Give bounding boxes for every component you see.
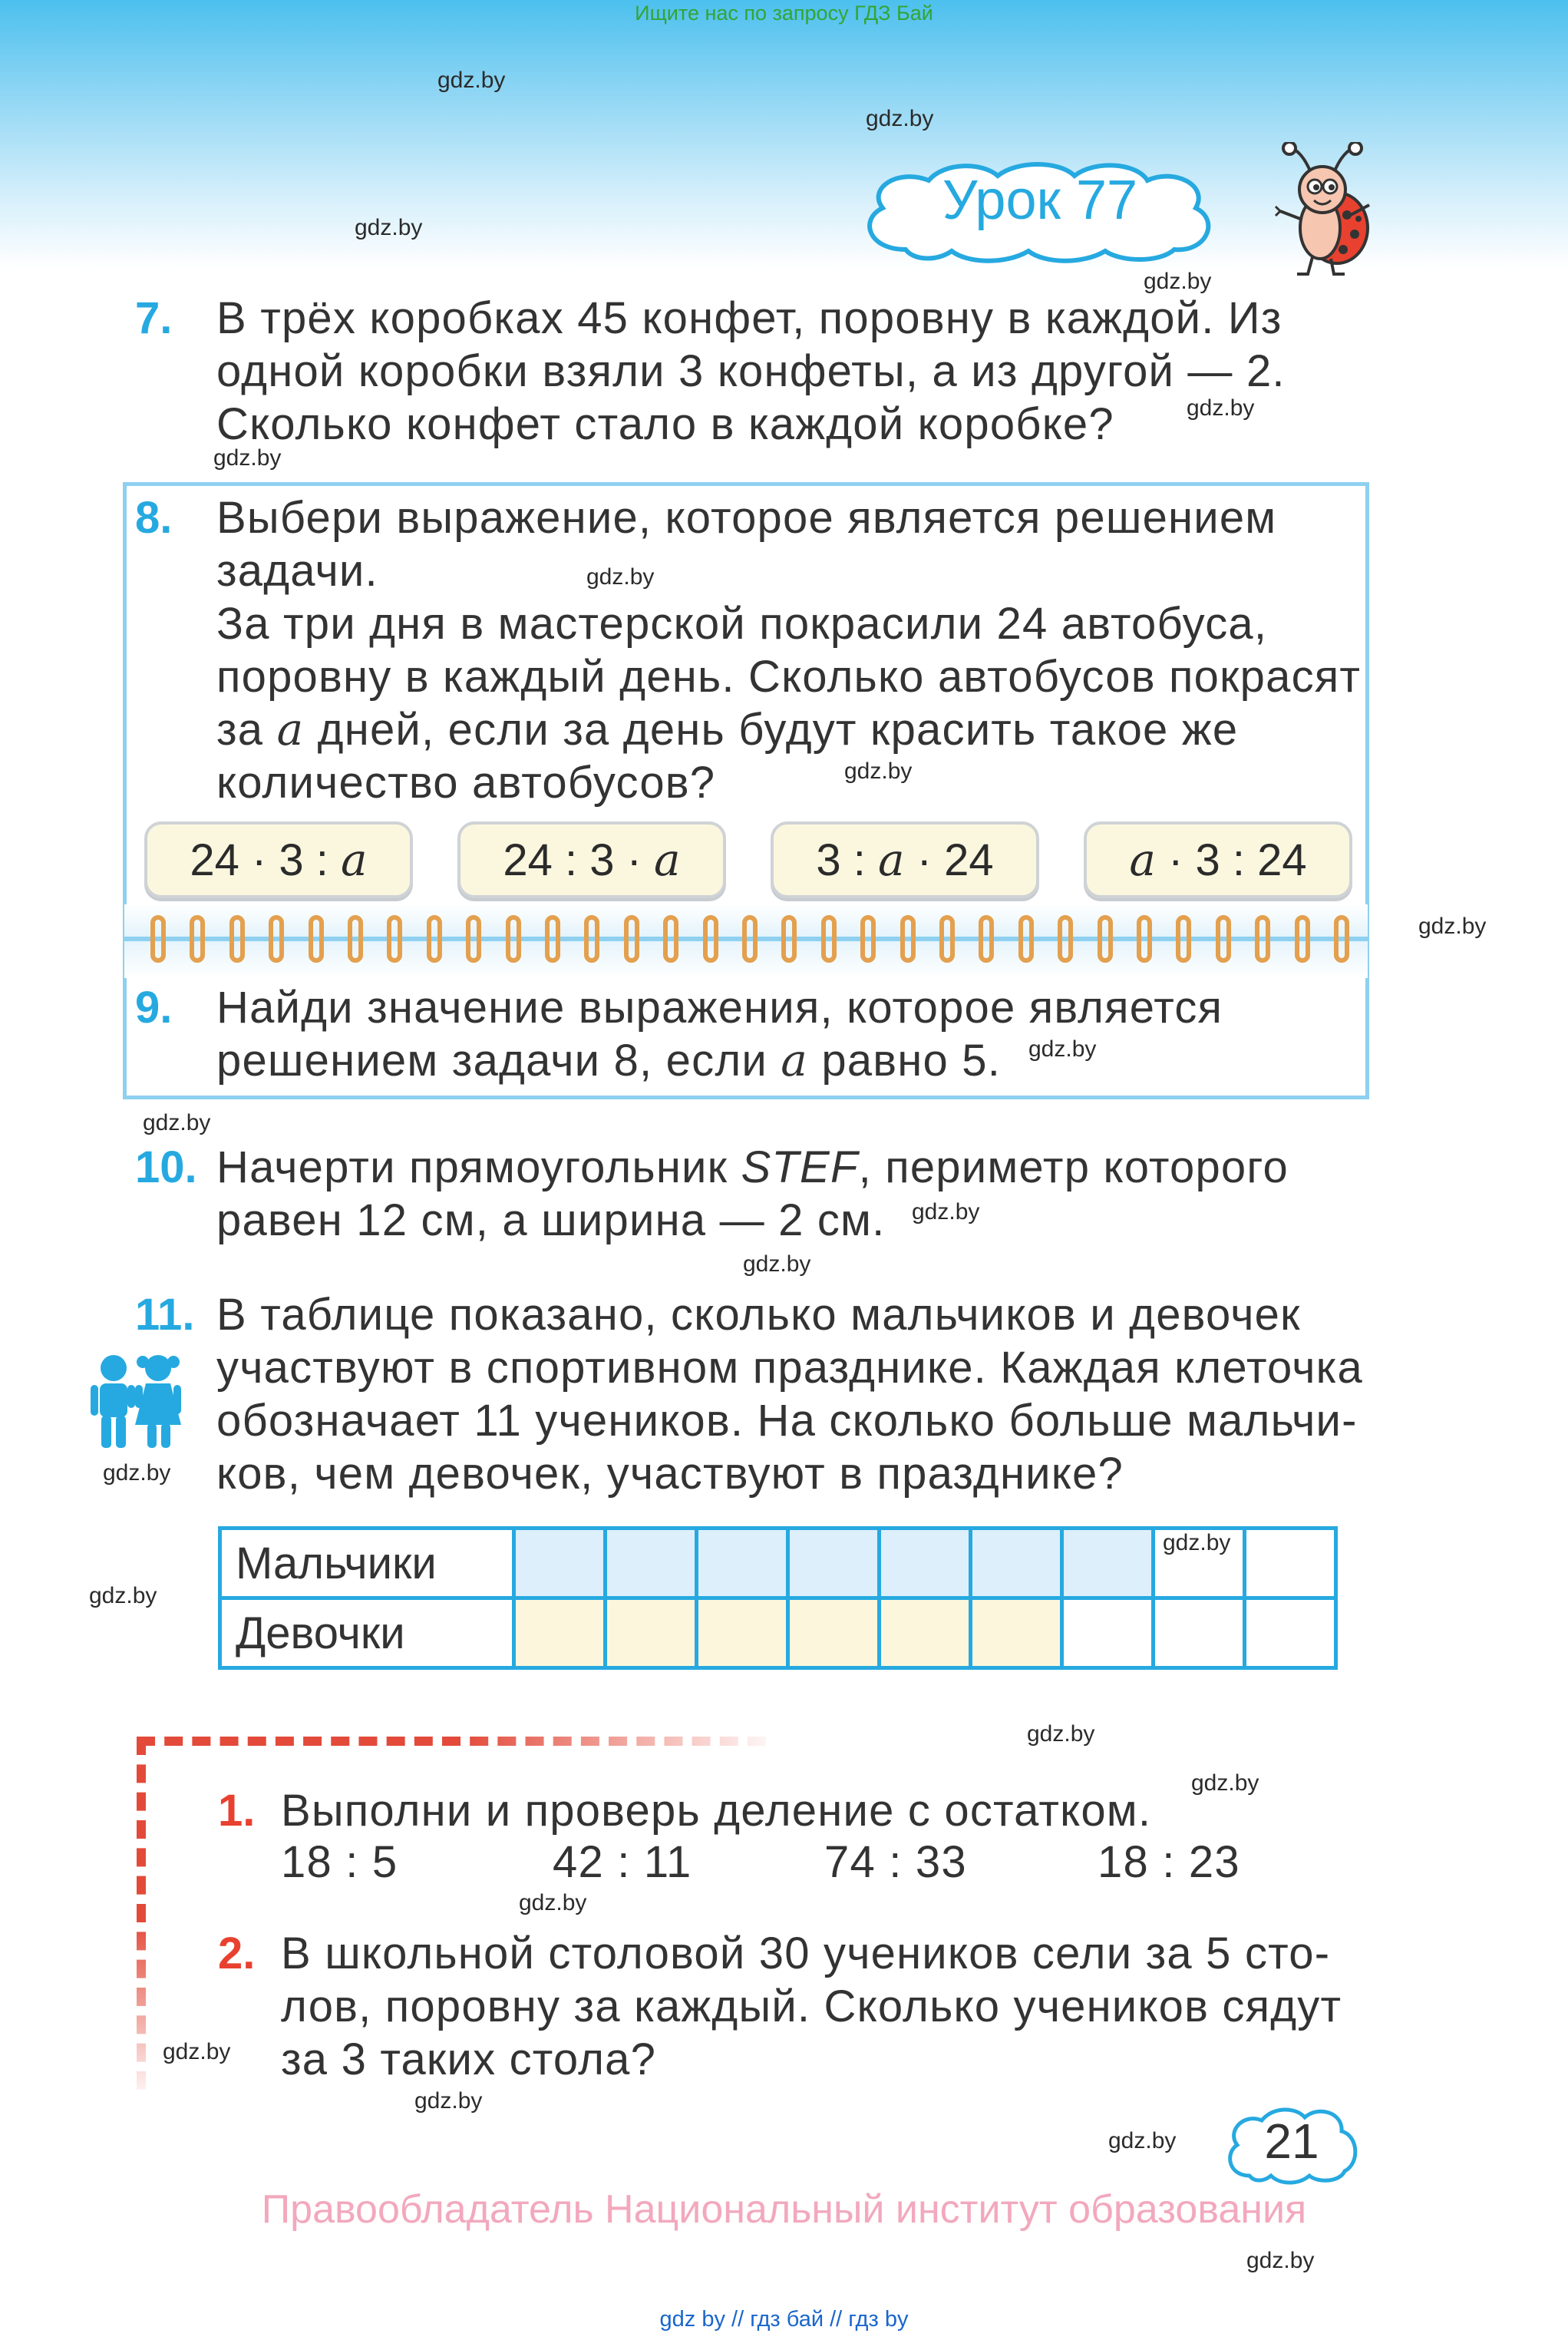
choice-option-3[interactable] xyxy=(771,821,1039,898)
watermark: gdz.by xyxy=(1246,2248,1315,2273)
extra-2-line: лов, поровну за каждый. Сколько учеников сядут xyxy=(281,1981,1342,2031)
spiral-ring xyxy=(269,915,284,963)
task-11-line: обозначает 11 учеников. На сколько больше мальчи- xyxy=(216,1396,1358,1446)
spiral-ring xyxy=(150,915,166,963)
table-cell xyxy=(606,1598,697,1668)
watermark: gdz.by xyxy=(866,106,934,131)
spiral-ring xyxy=(1018,915,1034,963)
watermark: gdz.by xyxy=(1144,269,1212,294)
frame-fade xyxy=(130,1919,153,2104)
task-8-line: Выбери выражение, которое является решением xyxy=(216,493,1277,543)
table-row xyxy=(220,1598,1336,1668)
choice-text: 24 : 3 · xyxy=(503,835,655,885)
spiral-ring xyxy=(584,915,599,963)
spiral-ring xyxy=(1295,915,1310,963)
row-label-boys: Мальчики xyxy=(220,1529,514,1598)
task-8-line: количество автобусов? xyxy=(216,758,716,808)
text-part: за xyxy=(216,705,277,755)
table-cell xyxy=(788,1598,880,1668)
table-cell xyxy=(514,1529,606,1598)
task-7-number: 7. xyxy=(135,293,173,343)
spiral-ring xyxy=(229,915,245,963)
spiral-ring xyxy=(624,915,639,963)
task-8-line: поровну в каждый день. Сколько автобусов покрасят xyxy=(216,652,1362,702)
choice-text: · 3 : 24 xyxy=(1155,835,1307,885)
spiral-ring xyxy=(1176,915,1191,963)
table-cell xyxy=(1154,1598,1245,1668)
watermark: gdz.by xyxy=(1027,1721,1095,1747)
table-row xyxy=(220,1529,1336,1598)
spiral-ring xyxy=(1137,915,1152,963)
row-label-girls: Девочки xyxy=(220,1598,514,1668)
spiral-ring xyxy=(900,915,916,963)
variable-a: a xyxy=(341,834,368,886)
variable-a: a xyxy=(276,703,305,755)
watermark: gdz.by xyxy=(743,1251,811,1277)
table-cell xyxy=(880,1529,971,1598)
task-7-line: Сколько конфет стало в каждой коробке? xyxy=(216,399,1114,449)
watermark: gdz.by xyxy=(355,215,423,240)
variable-a: a xyxy=(1129,834,1156,886)
spiral-ring xyxy=(1058,915,1073,963)
choice-text: 3 : xyxy=(816,835,878,885)
variable-a: a xyxy=(654,834,681,886)
text-part: Начерти прямоугольник xyxy=(216,1142,741,1192)
spiral-ring xyxy=(387,915,402,963)
spiral-ring xyxy=(1098,915,1113,963)
table-cell xyxy=(697,1529,788,1598)
table-cell xyxy=(697,1598,788,1668)
table-cell xyxy=(1245,1529,1336,1598)
task-9-number: 9. xyxy=(135,983,173,1033)
table-cell xyxy=(1062,1598,1154,1668)
lesson-title: Урок 77 xyxy=(942,170,1138,231)
spiral-binding xyxy=(124,904,1368,978)
choice-option-2[interactable] xyxy=(457,821,726,898)
extra-2-line: В школьной столовой 30 учеников сели за 5 сто- xyxy=(281,1929,1331,1978)
watermark: gdz.by xyxy=(844,759,913,784)
task-11-number: 11. xyxy=(135,1290,195,1340)
text-part: решением задачи 8, если xyxy=(216,1036,781,1086)
spiral-ring xyxy=(860,915,876,963)
table-cell xyxy=(971,1598,1062,1668)
watermark: gdz.by xyxy=(437,68,506,93)
copyright-owner: Правообладатель Национальный институт образования xyxy=(261,2187,1307,2232)
extra-1-number: 1. xyxy=(218,1786,256,1836)
extra-1-expression: 74 : 33 xyxy=(824,1837,967,1887)
spiral-ring xyxy=(703,915,718,963)
choice-text: · 24 xyxy=(904,835,994,885)
task-8-line: За три дня в мастерской покрасили 24 автобуса, xyxy=(216,599,1268,649)
extra-1-line: Выполни и проверь деление с остатком. xyxy=(281,1786,1152,1836)
spiral-ring xyxy=(939,915,955,963)
spiral-ring xyxy=(1216,915,1231,963)
spiral-ring xyxy=(309,915,324,963)
task-10-number: 10. xyxy=(135,1142,197,1192)
task-8-line xyxy=(216,703,1238,756)
task-7-line: одной коробки взяли 3 конфеты, а из другой — 2. xyxy=(216,346,1286,396)
watermark: gdz.by xyxy=(1028,1036,1097,1062)
table-cell xyxy=(514,1598,606,1668)
spiral-ring xyxy=(821,915,837,963)
spiral-ring xyxy=(545,915,560,963)
table-cell xyxy=(1245,1598,1336,1668)
task-10-line: равен 12 см, а ширина — 2 см. xyxy=(216,1195,886,1245)
spiral-ring xyxy=(663,915,678,963)
table-cell xyxy=(606,1529,697,1598)
table-cell xyxy=(1154,1529,1245,1598)
frame-fade xyxy=(460,1731,783,1754)
watermark: gdz.by xyxy=(1108,2128,1177,2153)
bottom-links[interactable]: gdz by // гдз бай // гдз by xyxy=(659,2307,909,2332)
spiral-ring xyxy=(979,915,994,963)
extra-1-expression: 18 : 5 xyxy=(281,1837,398,1887)
watermark: gdz.by xyxy=(586,564,655,590)
watermark: gdz.by xyxy=(1163,1530,1231,1555)
task-7-line: В трёх коробках 45 конфет, поровну в каждой. Из xyxy=(216,293,1282,343)
task-10-line xyxy=(216,1141,1289,1194)
table-cell xyxy=(1062,1529,1154,1598)
watermark: gdz.by xyxy=(1187,395,1255,421)
spiral-ring xyxy=(781,915,797,963)
watermark: gdz.by xyxy=(912,1199,980,1225)
task-9-line xyxy=(216,1034,1001,1087)
watermark: gdz.by xyxy=(89,1583,157,1608)
task-8-number: 8. xyxy=(135,493,173,543)
extra-2-number: 2. xyxy=(218,1929,256,1978)
extra-1-expression: 42 : 11 xyxy=(553,1837,692,1887)
rectangle-name: STEF xyxy=(741,1142,859,1192)
children-icon xyxy=(84,1351,188,1451)
watermark: gdz.by xyxy=(213,445,282,471)
choice-option-4[interactable] xyxy=(1084,821,1352,898)
extra-2-line: за 3 таких стола? xyxy=(281,2034,657,2084)
spiral-ring xyxy=(506,915,521,963)
variable-a: a xyxy=(781,1034,809,1086)
task-11-line: В таблице показано, сколько мальчиков и девочек xyxy=(216,1290,1301,1340)
page-number: 21 xyxy=(1264,2114,1319,2169)
spiral-ring xyxy=(427,915,442,963)
ladybug-icon xyxy=(1274,142,1374,280)
table-cell xyxy=(788,1529,880,1598)
watermark: gdz.by xyxy=(1191,1770,1259,1796)
choice-text: 24 · 3 : xyxy=(190,835,342,885)
choice-option-1[interactable] xyxy=(144,821,413,898)
top-note[interactable]: Ищите нас по запросу ГДЗ Бай xyxy=(635,2,933,25)
watermark: gdz.by xyxy=(103,1460,171,1486)
watermark: gdz.by xyxy=(1418,914,1487,939)
text-part: дней, если за день будут красить такое же xyxy=(304,705,1239,755)
students-table xyxy=(218,1526,1338,1670)
spiral-ring xyxy=(1255,915,1270,963)
watermark: gdz.by xyxy=(519,1890,587,1915)
task-9-line: Найди значение выражения, которое является xyxy=(216,983,1223,1033)
text-part: , периметр которого xyxy=(858,1142,1289,1192)
task-11-line: участвуют в спортивном празднике. Каждая клеточка xyxy=(216,1343,1363,1393)
spiral-ring xyxy=(466,915,481,963)
watermark: gdz.by xyxy=(163,2039,231,2064)
extra-1-expression: 18 : 23 xyxy=(1098,1837,1240,1887)
spiral-ring xyxy=(348,915,363,963)
watermark: gdz.by xyxy=(143,1110,211,1135)
task-11-line: ков, чем девочек, участвуют в празднике? xyxy=(216,1449,1124,1499)
spiral-ring xyxy=(1334,915,1349,963)
table-cell xyxy=(880,1598,971,1668)
spiral-ring xyxy=(190,915,205,963)
watermark: gdz.by xyxy=(414,2088,483,2114)
spiral-ring xyxy=(742,915,758,963)
variable-a: a xyxy=(877,834,905,886)
text-part: равно 5. xyxy=(808,1036,1002,1086)
task-8-line: задачи. xyxy=(216,546,378,596)
table-cell xyxy=(971,1529,1062,1598)
